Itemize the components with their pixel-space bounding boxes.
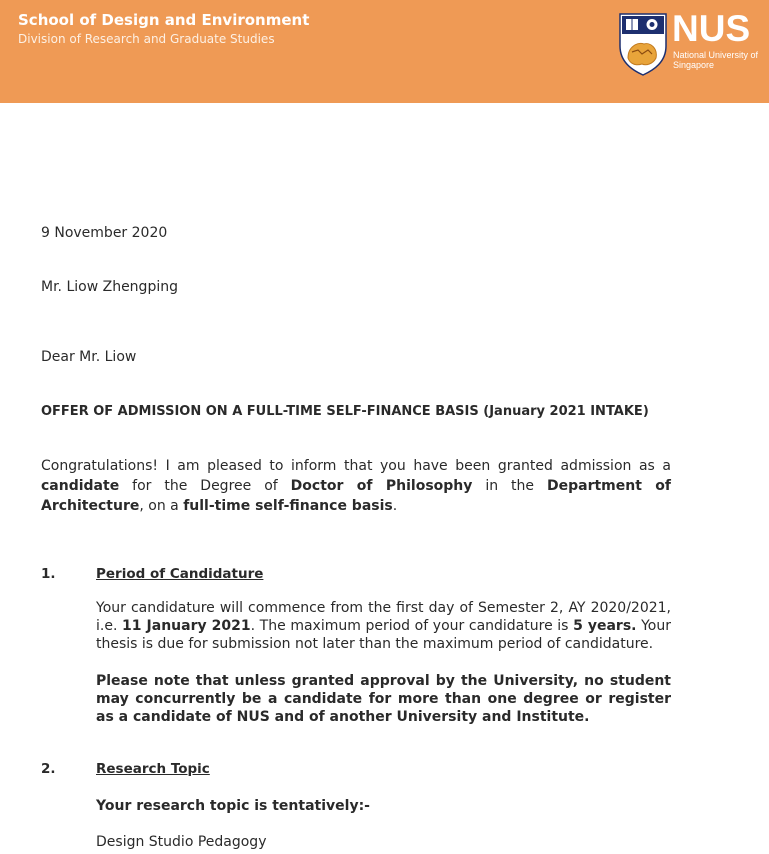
section-title-research: Research Topic bbox=[96, 761, 210, 777]
school-name: School of Design and Environment bbox=[18, 11, 310, 29]
nus-wordmark: NUS bbox=[672, 8, 751, 49]
candidature-paragraph: Your candidature will commence from the first day of Semester 2, AY 2020/2021, i.e. 11 January 2021. The maximum period of your candidature is 5 years. Your thesis is due for submission not later than the maximum period of candidature. bbox=[96, 600, 671, 652]
recipient-name: Mr. Liow Zhengping bbox=[41, 279, 178, 295]
letter-subject: OFFER OF ADMISSION ON A FULL-TIME SELF-FINANCE BASIS (January 2021 INTAKE) bbox=[41, 404, 649, 419]
section-number: 1. bbox=[41, 566, 56, 582]
nus-crest-icon bbox=[618, 12, 668, 76]
candidature-note: Please note that unless granted approval by the University, no student may concurrently be a candidate for more than one degree or register as a candidate of NUS and of another University and Institute. bbox=[96, 673, 671, 725]
division-name: Division of Research and Graduate Studies bbox=[18, 32, 275, 46]
nus-subtitle: National University of Singapore bbox=[673, 50, 759, 70]
intro-paragraph: Congratulations! I am pleased to inform that you have been granted admission as a candidate for the Degree of Doctor of Philosophy in the Department of Architecture, on a full-time self-finance basis. bbox=[41, 458, 672, 514]
letter-date: 9 November 2020 bbox=[41, 225, 168, 241]
research-topic-lead: Your research topic is tentatively:- bbox=[96, 798, 370, 814]
salutation: Dear Mr. Liow bbox=[41, 349, 137, 365]
section-title-period: Period of Candidature bbox=[96, 566, 264, 582]
research-topic: Design Studio Pedagogy bbox=[96, 834, 267, 850]
letterhead-banner bbox=[0, 0, 769, 103]
nus-logo bbox=[618, 8, 766, 80]
section-number: 2. bbox=[41, 761, 56, 777]
